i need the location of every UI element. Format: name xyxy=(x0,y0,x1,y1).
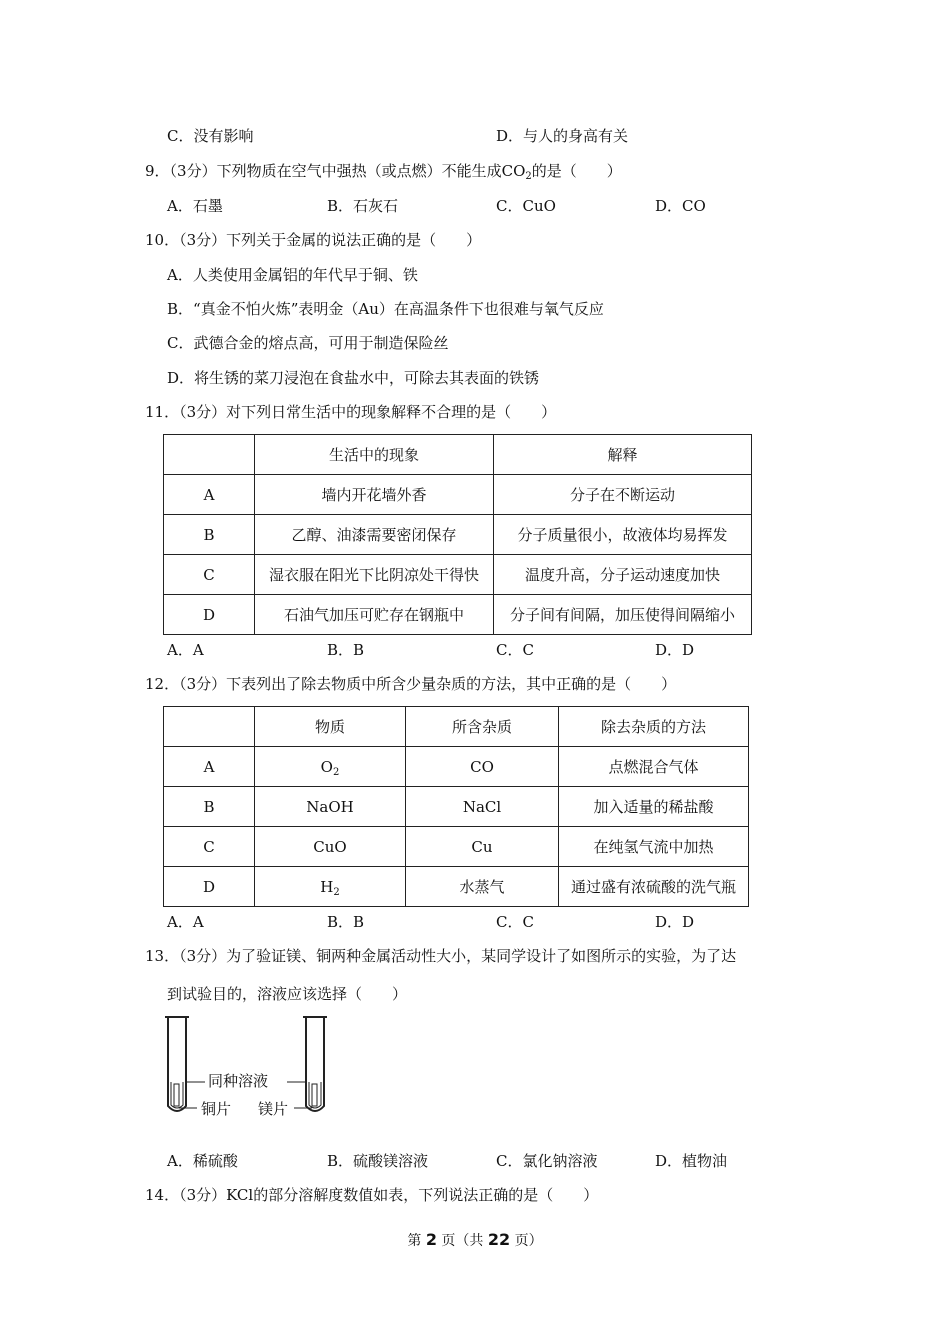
table-cell: NaOH xyxy=(255,787,406,827)
table-cell: 加入适量的稀盐酸 xyxy=(559,787,749,827)
table-cell: A xyxy=(164,747,255,787)
q9-option-b: B．石灰石 xyxy=(327,197,399,215)
q12-stem: 12．（3分）下表列出了除去物质中所含少量杂质的方法，其中正确的是（ ） xyxy=(145,675,677,693)
copper-label: 铜片 xyxy=(201,1100,232,1118)
table-header-cell: 解释 xyxy=(494,435,752,475)
table-row xyxy=(164,595,752,635)
table-cell: 墙内开花墙外香 xyxy=(255,475,494,515)
table-cell: Cu xyxy=(406,827,559,867)
q9-option-a: A．石墨 xyxy=(167,197,223,215)
q13-option-d: D．植物油 xyxy=(655,1152,728,1170)
q13-option-a: A．稀硫酸 xyxy=(167,1152,238,1170)
table-cell: 乙醇、油漆需要密闭保存 xyxy=(255,515,494,555)
table-header-row xyxy=(164,707,749,747)
table-cell: 分子质量很小，故液体均易挥发 xyxy=(494,515,752,555)
q10-option-a: A．人类使用金属铝的年代早于铜、铁 xyxy=(167,266,418,284)
q12-option-d: D．D xyxy=(655,913,695,931)
test-tubes-diagram xyxy=(160,1015,330,1120)
total-pages: 22 xyxy=(487,1230,511,1249)
solution-label: 同种溶液 xyxy=(208,1072,269,1090)
q11-table xyxy=(163,434,752,635)
q12-option-a: A．A xyxy=(167,913,204,931)
table-header-cell xyxy=(164,435,255,475)
table-row xyxy=(164,475,752,515)
table-cell: C xyxy=(164,827,255,867)
magnesium-label: 镁片 xyxy=(258,1100,289,1118)
table-cell: 分子间有间隔，加压使得间隔缩小 xyxy=(494,595,752,635)
table-cell: 点燃混合气体 xyxy=(559,747,749,787)
table-cell: D xyxy=(164,867,255,907)
table-row xyxy=(164,747,749,787)
table-cell: D xyxy=(164,595,255,635)
q14-stem: 14．（3分）KCl的部分溶解度数值如表，下列说法正确的是（ ） xyxy=(145,1186,599,1204)
table-cell: 分子在不断运动 xyxy=(494,475,752,515)
table-cell: NaCl xyxy=(406,787,559,827)
table-cell: B xyxy=(164,515,255,555)
q10-option-d: D．将生锈的菜刀浸泡在食盐水中，可除去其表面的铁锈 xyxy=(167,369,540,387)
table-header-cell xyxy=(164,707,255,747)
q13-stem-line2: 到试验目的，溶液应该选择（ ） xyxy=(167,985,408,1003)
table-header-cell: 物质 xyxy=(255,707,406,747)
q8-option-d: D．与人的身高有关 xyxy=(496,127,629,145)
table-row xyxy=(164,867,749,907)
q9-option-d: D．CO xyxy=(655,197,706,215)
table-cell: 在纯氢气流中加热 xyxy=(559,827,749,867)
q9-option-c: C．CuO xyxy=(496,197,556,215)
q11-option-d: D．D xyxy=(655,641,695,659)
q11-option-a: A．A xyxy=(167,641,204,659)
q11-option-b: B．B xyxy=(327,641,365,659)
table-cell: CuO xyxy=(255,827,406,867)
table-header-cell: 除去杂质的方法 xyxy=(559,707,749,747)
table-row xyxy=(164,827,749,867)
q10-option-b: B．“真金不怕火炼”表明金（Au）在高温条件下也很难与氧气反应 xyxy=(167,300,604,318)
table-cell: $O_2$ xyxy=(255,747,406,787)
q9-stem: 9．（3分）下列物质在空气中强热（或点燃）不能生成$CO_2$的是（ ） xyxy=(145,162,622,182)
table-cell: C xyxy=(164,555,255,595)
test-tube-figure xyxy=(160,1015,330,1120)
table-cell: 通过盛有浓硫酸的洗气瓶 xyxy=(559,867,749,907)
table-row xyxy=(164,787,749,827)
page-number: 2 xyxy=(425,1230,437,1249)
table-cell: 湿衣服在阳光下比阴凉处干得快 xyxy=(255,555,494,595)
table-header-cell: 生活中的现象 xyxy=(255,435,494,475)
q13-option-c: C．氯化钠溶液 xyxy=(496,1152,598,1170)
q12-table xyxy=(163,706,749,907)
q13-stem-line1: 13．（3分）为了验证镁、铜两种金属活动性大小，某同学设计了如图所示的实验，为了达 xyxy=(145,947,737,965)
page-footer: 第 2 页（共 22 页） xyxy=(407,1230,543,1249)
q11-stem: 11．（3分）对下列日常生活中的现象解释不合理的是（ ） xyxy=(145,403,557,421)
q10-option-c: C．武德合金的熔点高，可用于制造保险丝 xyxy=(167,334,449,352)
table-row xyxy=(164,555,752,595)
table-cell: 温度升高，分子运动速度加快 xyxy=(494,555,752,595)
q8-option-c: C．没有影响 xyxy=(167,127,254,145)
table-header-cell: 所含杂质 xyxy=(406,707,559,747)
table-cell: $H_2$ xyxy=(255,867,406,907)
table-row xyxy=(164,515,752,555)
q11-option-c: C．C xyxy=(496,641,534,659)
table-header-row xyxy=(164,435,752,475)
q12-option-c: C．C xyxy=(496,913,534,931)
q13-option-b: B．硫酸镁溶液 xyxy=(327,1152,429,1170)
table-cell: CO xyxy=(406,747,559,787)
table-cell: 水蒸气 xyxy=(406,867,559,907)
q10-stem: 10．（3分）下列关于金属的说法正确的是（ ） xyxy=(145,231,482,249)
q12-option-b: B．B xyxy=(327,913,365,931)
table-cell: 石油气加压可贮存在钢瓶中 xyxy=(255,595,494,635)
table-cell: A xyxy=(164,475,255,515)
table-cell: B xyxy=(164,787,255,827)
